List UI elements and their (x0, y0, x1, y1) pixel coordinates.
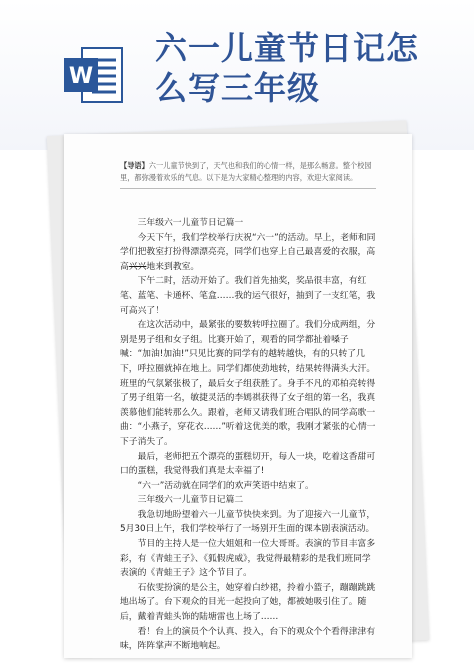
paragraph: 在这次活动中，最紧张的要数转呼拉圈了。我们分成两组，分别是男子组和女子组。比赛开始了，观看的同学都扯着嗓子喊：“加油!加油!”只见比赛的同学有的越转越快，有的只转了几下，呼拉圈就掉在地上。同学们都使劲地转，结果转得满头大汗。班里的气氛紧张极了，最后女子组获胜了。身手不凡的邓柏亮转得了男子组第一名，敏捷灵活的李嫣祺获得了女子组的第一名，我真羡慕他们能转那么久。跟着，老师又请我们班合唱队的同学高歌一曲：“小燕子，穿花衣……”听着这优美的歌，我刚才紧张的心情一下子消失了。 (120, 320, 376, 447)
title-line-1: 六一儿童节日记怎 (155, 29, 420, 67)
page-title (155, 28, 455, 108)
guide-box (120, 160, 376, 189)
struck-text: 兴兴 (128, 261, 147, 272)
section-1-title: 三年级六一儿童节日记篇一 (137, 218, 244, 228)
paragraph (120, 231, 378, 275)
paragraph: 最后，老师把五个漂亮的蛋糕切开，每人一块，吃着这香甜可口的蛋糕，我觉得我们真是太幸福了! (120, 451, 376, 477)
word-logo-letter: W (68, 64, 94, 89)
paragraph: 节目的主持人是一位大姐姐和一位大哥哥。表演的节目丰富多彩，有《青蛙王子》、《狐假虎威》，我觉得最精彩的是我们班同学表演的《青蛙王子》这个节目了。 (120, 539, 376, 579)
paragraph: 石依雯扮演的是公主，她穿着白纱裙，拎着小篮子，蹦蹦跳跳地出场了。台下观众的目光一起投向了她，都被她吸引住了。随后，戴着青蛙头饰的陆塘雷也上场了…… (120, 582, 376, 623)
paragraph-text: 今天下午，我们学校举行庆祝“六一”的活动。早上，老师和同学们把教室打扮得漂漂亮亮，同学们也穿上自己最喜爱的衣服，高高 (120, 232, 376, 272)
document-page (64, 134, 412, 658)
paragraph: “六一”活动就在同学们的欢声笑语中结束了。 (137, 480, 314, 491)
word-document-icon (62, 44, 124, 106)
section-2-title: 三年级六一儿童节日记篇二 (137, 495, 244, 506)
paragraph: 我急切地盼望着六一儿童节快快来到。为了迎接六一儿童节，5月30日上午，我们学校举行了一场别开生面的课本剧表演活动。 (120, 509, 376, 535)
article-body (120, 216, 378, 654)
title-line-2: 么写三年级 (155, 69, 321, 107)
paragraph-text: 地来到教室。 (146, 261, 200, 272)
guide-tag: 【导语】 (120, 161, 149, 170)
paragraph: 看！台上的演员个个认真、投入，台下的观众个个看得津津有味，阵阵掌声不断地响起。 (120, 626, 376, 652)
paragraph: 下午二时，活动开始了。我们首先抽奖，奖品很丰富，有红笔、蓝笔、卡通杯、笔盒……我的运气很好，抽到了一支红笔，我可高兴了！ (120, 276, 376, 316)
guide-text: 六一儿童节快到了，天气也和我们的心情一样，是那么畅意。整个校园里，都弥漫着欢乐的气息。以下是为大家精心整理的内容，欢迎大家阅读。 (120, 161, 372, 182)
